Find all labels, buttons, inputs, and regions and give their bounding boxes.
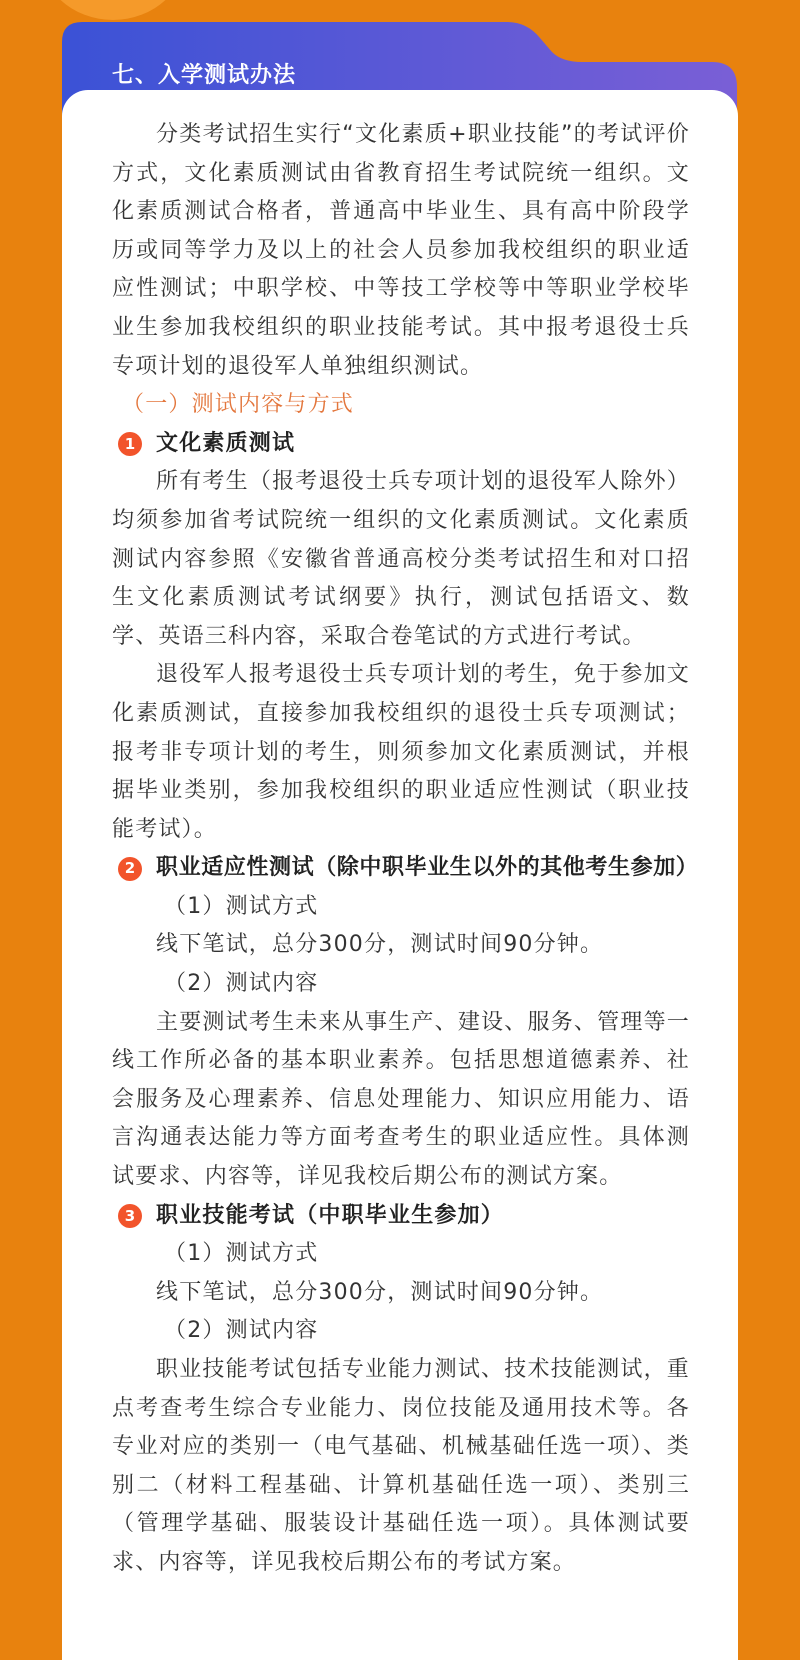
number-1-badge-icon: 1 (118, 432, 142, 456)
skill-content-label: （2）测试内容 (164, 1318, 319, 1344)
content-body (112, 116, 699, 1583)
aptitude-method-text: 线下笔试，总分300分，测试时间90分钟。 (156, 932, 604, 958)
number-2-badge-icon: 2 (118, 857, 142, 881)
skill-method-text: 线下笔试，总分300分，测试时间90分钟。 (156, 1279, 604, 1305)
culture-test-paragraph-1: 所有考生（报考退役士兵专项计划的退役军人除外）均须参加省考试院统一组织的文化素质测试。文化素质测试内容参照《安徽省普通高校分类考试招生和对口招生文化素质测试考试纲要》执行，测试包括语文、数学、英语三科内容，采取合卷笔试的方式进行考试。 (112, 469, 690, 649)
number-3-badge-icon: 3 (118, 1204, 142, 1228)
item-title: 职业技能考试（中职毕业生参加） (156, 1202, 505, 1228)
item-title: 文化素质测试 (156, 430, 296, 456)
item-heading-aptitude-test (118, 849, 699, 888)
item-heading-skill-test (118, 1197, 690, 1236)
decorative-circle (38, 0, 188, 20)
section-title: 七、入学测试办法 (112, 63, 297, 88)
aptitude-content-text: 主要测试考生未来从事生产、建设、服务、管理等一线工作所必备的基本职业素养。包括思想道德素养、社会服务及心理素养、信息处理能力、知识应用能力、语言沟通表达能力等方面考查考生的职业适应性。具体测试要求、内容等，详见我校后期公布的测试方案。 (112, 1009, 690, 1190)
subsection-heading: （一）测试内容与方式 (122, 392, 355, 418)
aptitude-method-label: （1）测试方式 (164, 893, 319, 919)
item-title: 职业适应性测试（除中职毕业生以外的其他考生参加） (156, 855, 699, 881)
skill-method-label: （1）测试方式 (164, 1241, 319, 1267)
intro-paragraph: 分类考试招生实行“文化素质+职业技能”的考试评价方式，文化素质测试由省教育招生考试院统一组织。文化素质测试合格者，普通高中毕业生、具有高中阶段学历或同等学力及以上的社会人员参加我校组织的职业适应性测试；中职学校、中等技工学校等中等职业学校毕业生参加我校组织的职业技能考试。其中报考退役士兵专项计划的退役军人单独组织测试。 (112, 122, 690, 379)
culture-test-paragraph-2: 退役军人报考退役士兵专项计划的考生，免于参加文化素质测试，直接参加我校组织的退役士兵专项测试；报考非专项计划的考生，则须参加文化素质测试，并根据毕业类别，参加我校组织的职业适应性测试（职业技能考试）。 (112, 662, 690, 842)
aptitude-content-label: （2）测试内容 (164, 971, 319, 997)
item-heading-culture-test (118, 425, 690, 464)
skill-content-text: 职业技能考试包括专业能力测试、技术技能测试，重点考查考生综合专业能力、岗位技能及通用技术等。各专业对应的类别一（电气基础、机械基础任选一项）、类别二（材料工程基础、计算机基础任选一项）、类别三（管理学基础、服装设计基础任选一项）。具体测试要求、内容等，详见我校后期公布的考试方案。 (112, 1357, 690, 1575)
